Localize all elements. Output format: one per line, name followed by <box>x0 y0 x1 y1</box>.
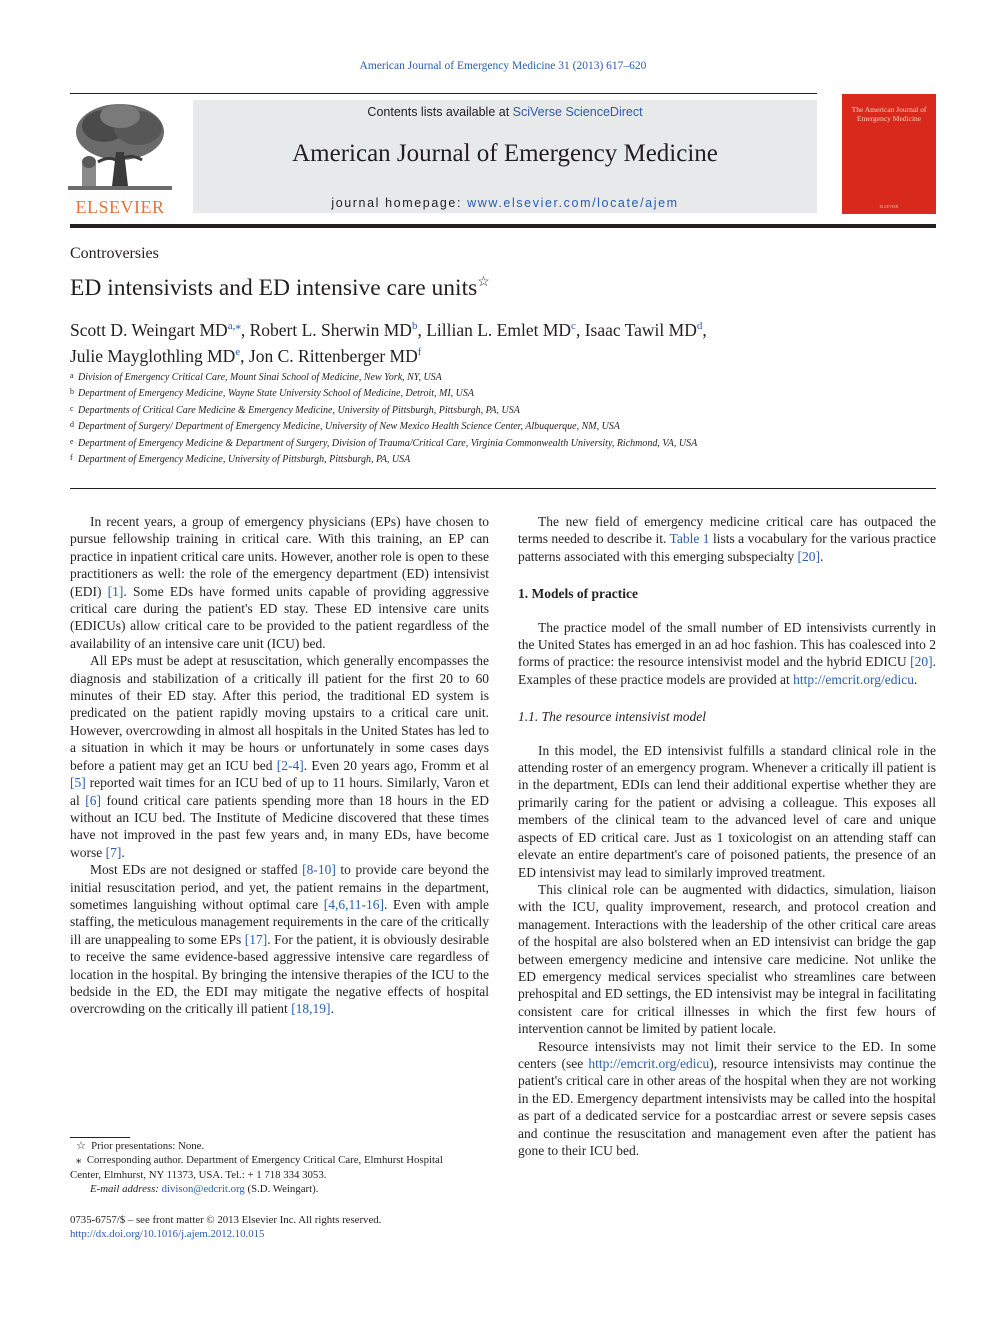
affiliation-mark: f <box>70 453 73 463</box>
paragraph-text: The practice model of the small number of ED intensivists currently in the United States has emerged in an ad hoc fashion. This has coalesced into 2 forms of practice: the resource intensivist model and the hybrid EDICU <box>518 619 936 670</box>
contents-prefix: Contents lists available at <box>367 105 513 119</box>
paragraph-text: . <box>819 548 824 564</box>
paragraph-text: reported wait times for an ICU bed of up to 11 hours. Similarly, Varon et al <box>70 775 489 808</box>
author-affiliation-mark[interactable]: f <box>417 345 422 358</box>
paragraph-text: . Even 20 years ago, Fromm et al <box>303 757 489 773</box>
author-name: Scott D. Weingart MD <box>70 319 228 340</box>
affiliation-list <box>70 369 930 467</box>
affiliation-text: Department of Emergency Medicine & Department of Surgery, Division of Trauma/Critical Care, Virginia Commonwealth University, Richmond, VA, USA <box>78 437 698 449</box>
affiliation-text: Department of Emergency Medicine, Wayne State University School of Medicine, Detroit, MI, USA <box>78 388 474 400</box>
affiliation-item <box>70 451 930 467</box>
subsection-heading: 1.1. The resource intensivist model <box>518 709 706 725</box>
reference-link[interactable]: Table 1 <box>669 531 710 547</box>
author-list <box>70 315 930 367</box>
body-paragraph <box>518 513 936 565</box>
body-paragraph <box>518 742 936 881</box>
section-heading: 1. Models of practice <box>518 586 638 602</box>
author-name: Lillian L. Emlet MD <box>426 319 572 340</box>
footnote-corresponding-author <box>70 1153 490 1167</box>
paragraph-text: This clinical role can be augmented with didactics, simulation, liaison with the ICU, quality improvement, research, and protocol creation and management. Interactions with the leadership of the other critical care areas of the hospital are also bolstered when an ED intensivist can bridge the gap between emergency medicine and intensive care medicine. Not unlike the ED emergency medical services specialist who streamlines care between prehospital and ED settings, the ED intensivist may be integral in facilitating consistent care for critical illnesses in which the first few hours of intervention cannot be limited by patient locale. <box>518 881 936 1037</box>
footnote-text: Corresponding author. Department of Emergency Critical Care, Elmhurst Hospital <box>86 1154 443 1167</box>
paragraph-text: . <box>330 1001 334 1017</box>
title-footnote-mark[interactable]: ☆ <box>477 275 490 290</box>
author-separator: , <box>575 319 585 340</box>
footnote-mark: ⁎ <box>76 1154 82 1167</box>
affiliation-text: Division of Emergency Critical Care, Mount Sinai School of Medicine, New York, NY, USA <box>78 372 442 383</box>
masthead-top-rule <box>70 93 817 94</box>
body-paragraph <box>70 513 489 652</box>
journal-homepage-line <box>193 196 817 210</box>
paragraph-text: ), resource intensivists may continue the patient's critical care in other areas of the hospital when they are not working in the ED. Emergency department intensivists may be called into the hospital as part of a dedicated service for a postcardiac arrest or severe sepsis cases and continue the resuscitation and management even after the patient has gone to their ICU bed. <box>518 1055 936 1158</box>
author-affiliation-mark[interactable]: c <box>571 320 576 332</box>
reference-link[interactable]: [18,19] <box>291 1001 331 1017</box>
author-separator: , <box>702 319 707 340</box>
author-separator: , <box>240 345 249 366</box>
affiliation-mark: d <box>70 420 74 430</box>
journal-citation[interactable]: American Journal of Emergency Medicine 31 (2013) 617–620 <box>359 60 647 72</box>
email-suffix: (S.D. Weingart). <box>244 1183 319 1196</box>
paragraph-text: The new field of emergency medicine critical care has outpaced the terms needed to describe it. <box>518 514 936 547</box>
right-column <box>518 513 936 1159</box>
doi-link[interactable]: http://dx.doi.org/10.1016/j.ajem.2012.10.015 <box>70 1228 265 1241</box>
body-paragraph <box>518 881 936 1038</box>
journal-title: American Journal of Emergency Medicine <box>292 140 718 167</box>
url-link[interactable]: http://emcrit.org/edicu <box>588 1055 710 1071</box>
article-title-text: ED intensivists and ED intensive care units <box>70 274 478 301</box>
issn-copyright: 0735-6757/$ – see front matter © 2013 Elsevier Inc. All rights reserved. <box>70 1214 382 1226</box>
author-affiliation-mark[interactable]: b <box>411 320 418 332</box>
author-name: Robert L. Sherwin MD <box>249 319 412 340</box>
paragraph-text: . Examples of these practice models are provided at <box>518 654 936 687</box>
body-paragraph <box>70 861 489 1018</box>
author-affiliation-mark[interactable]: d <box>696 320 703 332</box>
affiliation-mark: a <box>70 371 74 380</box>
footnote-continuation: Center, Elmhurst, NY 11373, USA. Tel.: + 1 718 334 3053. <box>70 1168 327 1181</box>
affiliation-item <box>70 402 930 418</box>
affiliation-item <box>70 385 930 401</box>
reference-link[interactable]: [7] <box>105 844 122 860</box>
affiliation-text: Departments of Critical Care Medicine & Emergency Medicine, University of Pittsburgh, Pittsburgh, PA, USA <box>78 404 520 416</box>
author-separator: , <box>240 319 250 340</box>
footnotes <box>70 1139 490 1197</box>
reference-link[interactable]: [8-10] <box>302 862 336 878</box>
cover-publisher-mark: ELSEVIER <box>879 204 899 209</box>
affiliation-mark: b <box>70 387 74 397</box>
article-title <box>70 274 490 302</box>
body-paragraph <box>518 619 936 689</box>
body-paragraph <box>70 652 489 861</box>
reference-link[interactable]: [5] <box>70 775 86 791</box>
homepage-prefix: journal homepage: <box>331 196 468 210</box>
author-name: Isaac Tawil MD <box>584 319 697 340</box>
footnote-prior-presentations <box>70 1139 490 1153</box>
left-column <box>70 513 489 1018</box>
affiliation-mark: c <box>70 403 74 413</box>
paragraph-text: to provide care beyond the initial resuscitation period, and yet, the patient remains in the department, sometimes languishing without optimal care <box>70 862 489 912</box>
journal-homepage-link[interactable]: www.elsevier.com/locate/ajem <box>467 196 679 210</box>
paragraph-text: . Some EDs have formed units capable of providing aggressive critical care during the patient's ED stay. These ED intensive care units (EDICUs) allow critical care to be provided to the patient regardless of the availability of an intensive care unit (ICU) bed. <box>70 583 489 651</box>
paragraph-text: . <box>914 671 918 687</box>
masthead-bottom-rule <box>70 224 936 228</box>
email-label: E-mail address: <box>90 1183 159 1196</box>
affiliation-mark: e <box>70 436 74 446</box>
reference-link[interactable]: [2-4] <box>276 757 304 773</box>
affiliation-text: Department of Surgery/ Department of Emergency Medicine, University of New Mexico Health Science Center, Albuquerque, NM, USA <box>78 421 620 433</box>
journal-cover-thumbnail[interactable] <box>842 94 936 214</box>
reference-link[interactable]: [1] <box>107 583 124 599</box>
paragraph-text: Most EDs are not designed or staffed <box>90 862 303 878</box>
author-name: Jon C. Rittenberger MD <box>248 345 418 366</box>
paragraph-text: All EPs must be adept at resuscitation, which generally encompasses the diagnosis and stabilization of a critically ill patient for the first 20 to 60 minutes of their ED stay. After this period, the traditional ED system is predicated on the patient rapidly moving upstairs to a critical care unit. However, overcrowding in almost all hospitals in the United States has led to a situation in which it may be hours or unfortunately in some cases days before a patient may get an ICU bed <box>70 653 489 773</box>
reference-link[interactable]: [20] <box>910 654 933 670</box>
article-section-label: Controversies <box>70 245 159 262</box>
author-separator: , <box>417 319 427 340</box>
author-affiliation-mark[interactable]: e <box>235 345 241 358</box>
paragraph-text: . For the patient, it is obviously desirable to receive the same evidence-based aggressive intensive care regardless of location in the hospital. By bringing the intensive therapies of the ICU to the bedside in the ED, the EDI may mitigate the negative effects of hospital overcrowding on the critically ill patient <box>70 931 489 1017</box>
url-link[interactable]: http://emcrit.org/edicu <box>793 671 915 687</box>
paragraph-text: . Even with ample staffing, the meticulous management requirements in the care of the critically ill are unappealing to some EPs <box>70 896 489 947</box>
footnote-rule <box>70 1137 130 1138</box>
body-paragraph <box>518 1038 936 1160</box>
sciencedirect-link[interactable]: SciVerse ScienceDirect <box>512 105 643 119</box>
paragraph-text: Resource intensivists may not limit their service to the ED. In some centers (see <box>518 1038 936 1071</box>
author-email-link[interactable]: divison@edcrit.org <box>161 1183 245 1196</box>
reference-link[interactable]: [20] <box>797 548 820 564</box>
author-affiliation-mark[interactable]: a,⁎ <box>227 320 241 332</box>
paragraph-text: . <box>121 844 125 860</box>
reference-link[interactable]: [4,6,11-16] <box>323 896 385 912</box>
body-divider-rule <box>70 488 936 489</box>
footnote-email <box>70 1182 490 1196</box>
elsevier-wordmark: ELSEVIER <box>75 197 165 217</box>
footnote-text: Prior presentations: None. <box>91 1140 205 1152</box>
paragraph-text: In this model, the ED intensivist fulfills a standard clinical role in the attending roster of an emergency program. Whenever a critically ill patient is in the department, EDIs can lend their additional expertise whether they are primarily caring for the patient or advising a colleague. This exposes all members of the clinical team to the advanced level of care and unique aspects of ED critical care. Just as 1 toxicologist on an attending staff can elevate an entire department's care of poisoned patients, the presence of an ED intensivist may lead to similarly improved treatment. <box>518 742 936 880</box>
affiliation-item <box>70 369 930 385</box>
author-name: Julie Mayglothling MD <box>70 345 236 366</box>
paragraph-text: In recent years, a group of emergency physicians (EPs) have chosen to pursue fellowship training in critical care. With this training, an EP can practice in inpatient critical care units. However, another role is open to these practitioners as well: the role of the emergency department (ED) intensivist (EDI) <box>70 514 489 599</box>
footnote-mark: ☆ <box>76 1140 86 1152</box>
affiliation-text: Department of Emergency Medicine, University of Pittsburgh, Pittsburgh, PA, USA <box>78 454 411 466</box>
contents-available-line <box>193 105 817 119</box>
paragraph-text: lists a vocabulary for the various practice patterns associated with this emerging subspecialty <box>518 531 937 564</box>
reference-link[interactable]: [17] <box>244 931 268 947</box>
affiliation-item <box>70 418 930 434</box>
cover-title: The American Journal of Emergency Medicine <box>851 105 927 123</box>
elsevier-tree-icon <box>68 100 172 196</box>
affiliation-item <box>70 435 930 451</box>
reference-link[interactable]: [6] <box>85 792 102 808</box>
bottom-metadata <box>70 1213 510 1242</box>
paragraph-text: found critical care patients spending more than 18 hours in the ED without an ICU bed. The Institute of Medicine discovered that these times have not improved in the past few years and, in many EDs, have become worse <box>70 792 489 860</box>
